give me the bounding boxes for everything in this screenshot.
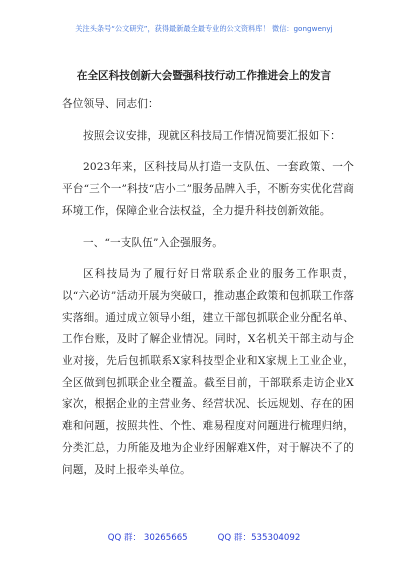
paragraph: 2023年来，区科技局从打造一支队伍、一套政策、一个平台“三个一”科技“店小二”服务品牌入手，不断夯实优化营商环境工作，保障企业合法权益，全力提升科技创新效能。 bbox=[62, 161, 354, 217]
document-title: 在全区科技创新大会暨强科技行动工作推进会上的发言 bbox=[76, 70, 332, 82]
document-body bbox=[62, 94, 354, 481]
footer-qq-group-2: QQ 群：535304092 bbox=[217, 533, 301, 543]
paragraph: 按照会议安排，现就区科技局工作情况简要汇报如下： bbox=[83, 129, 341, 142]
paragraph: 各位领导、同志们： bbox=[62, 98, 159, 110]
paragraph: 区科技局为了履行好日常联系企业的服务工作职责，以“六必访”活动开展为突破口，推动惠企政策和包抓联工作落实落细。通过成立领导小组，建立干部包抓联企业分配名单、工作台账，及时了解企业情况。同时，X名机关干部主动与企业对接，先后包抓联系X家科技型企业和X家规上工业企业，全区做到包抓联企业全覆盖。截至目前，干部联系走访企业X家次，根据企业的主营业务、经营状况、长远规划、存在的困难和问题，按照共性、个性、难易程度对问题进行梳理归纳，分类汇总，力所能及地为企业纾困解难X件，对于解决不了的问题，及时上报牵头单位。 bbox=[62, 268, 354, 476]
paragraph: 一、“一支队伍”入企强服务。 bbox=[83, 236, 224, 249]
header-banner: 关注头条号“公文研究”，获得最新最全最专业的公文资料库！ 微信：gongwenyj bbox=[75, 24, 333, 33]
footer-qq-group-1: QQ 群： 30265665 bbox=[107, 533, 188, 543]
footer-contacts bbox=[0, 532, 408, 544]
